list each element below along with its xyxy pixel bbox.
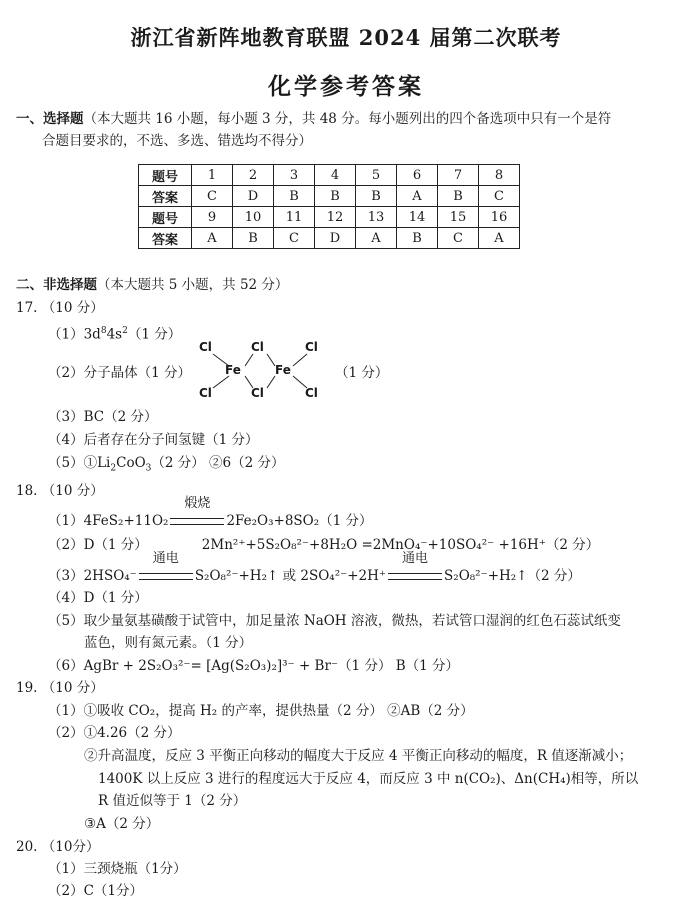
q19-part2-b3: R 值近似等于 1（2 分） bbox=[98, 793, 247, 809]
section2-intro bbox=[16, 276, 288, 294]
table-cell: 2 bbox=[233, 165, 274, 186]
section2-heading: 二、非选择题 bbox=[16, 277, 97, 293]
table-cell: A bbox=[192, 228, 233, 249]
table-cell: B bbox=[315, 186, 356, 207]
table-cell: 12 bbox=[315, 207, 356, 228]
q19-part2-b2: 1400K 以上反应 3 进行的程度远大于反应 4，而反应 3 中 n(CO₂)、Δn(CH₄)相等，所以 bbox=[98, 771, 639, 787]
answer-key-title: 化学参考答案 bbox=[268, 73, 424, 100]
table-cell: 5 bbox=[356, 165, 397, 186]
table-row bbox=[139, 186, 520, 207]
table-header-cell: 答案 bbox=[139, 228, 192, 249]
q20-part1: （1）三颈烧瓶（1分） bbox=[48, 861, 187, 877]
table-header-cell: 答案 bbox=[139, 186, 192, 207]
q18-part2 bbox=[48, 536, 599, 554]
table-cell: 3 bbox=[274, 165, 315, 186]
q17-part1-score: （1 分） bbox=[127, 326, 182, 343]
table-cell: 1 bbox=[192, 165, 233, 186]
cl-atom: Cl bbox=[305, 340, 318, 354]
q20-heading: 20. （10分） bbox=[16, 839, 100, 855]
answer-table bbox=[138, 164, 520, 249]
subscript: 2 bbox=[110, 463, 117, 474]
q17-part5-score: （2 分） ②6（2 分） bbox=[151, 455, 285, 471]
superscript: 2 bbox=[122, 326, 128, 336]
table-cell: A bbox=[397, 186, 438, 207]
table-cell: 13 bbox=[356, 207, 397, 228]
q19-part2-c: ③A（2 分） bbox=[84, 816, 160, 832]
reaction-condition: 通电 bbox=[152, 551, 179, 566]
section1-desc: （本大题共 16 小题，每小题 3 分，共 48 分。每小题列出的四个备选项中只有一个是符 bbox=[83, 111, 612, 127]
q18-part6: （6）AgBr + 2S₂O₃²⁻= [Ag(S₂O₃)₂]³⁻ + Br⁻（1 分） B（1 分） bbox=[48, 658, 460, 674]
q18-part1-products: 2Fe₂O₃+8SO₂（1 分） bbox=[226, 513, 373, 529]
q18-part1 bbox=[48, 496, 373, 530]
q18-part1-reactants: （1）4FeS₂+11O₂ bbox=[48, 513, 169, 529]
table-cell: B bbox=[438, 186, 479, 207]
table-row bbox=[139, 228, 520, 249]
q18-part4: （4）D（1 分） bbox=[48, 590, 148, 606]
table-cell: 4 bbox=[315, 165, 356, 186]
section2-desc: （本大题共 5 小题，共 52 分） bbox=[97, 277, 289, 293]
fe2cl6-structure bbox=[195, 340, 335, 402]
q18-part2-equation: 2Mn²⁺+5S₂O₈²⁻+8H₂O =2MnO₄⁻+10SO₄²⁻ +16H⁺（2 分） bbox=[201, 537, 600, 553]
q18-part3-text: （3）2HSO₄⁻ bbox=[48, 568, 137, 584]
q17-heading: 17. （10 分） bbox=[16, 300, 104, 316]
table-cell: 14 bbox=[397, 207, 438, 228]
reaction-condition: 煅烧 bbox=[184, 496, 211, 511]
cl-atom: Cl bbox=[251, 386, 264, 400]
cl-atom: Cl bbox=[305, 386, 318, 400]
table-cell: B bbox=[233, 228, 274, 249]
table-cell: A bbox=[479, 228, 520, 249]
subscript: 3 bbox=[145, 463, 152, 474]
table-cell: 8 bbox=[479, 165, 520, 186]
q17-part2: （2）分子晶体（1 分） bbox=[48, 365, 191, 381]
q18-part3 bbox=[48, 551, 581, 585]
table-cell: 7 bbox=[438, 165, 479, 186]
table-cell: C bbox=[274, 228, 315, 249]
table-cell: B bbox=[274, 186, 315, 207]
table-cell: 9 bbox=[192, 207, 233, 228]
q19-part1: （1）①吸收 CO₂，提高 H₂ 的产率，提供热量（2 分） ②AB（2 分） bbox=[48, 703, 474, 719]
cl-atom: Cl bbox=[199, 340, 212, 354]
table-cell: 10 bbox=[233, 207, 274, 228]
q17-part5 bbox=[48, 454, 285, 478]
table-header-cell: 题号 bbox=[139, 165, 192, 186]
table-row bbox=[139, 207, 520, 228]
q18-part3-text: S₂O₈²⁻+H₂↑（2 分） bbox=[444, 568, 581, 584]
q18-part5-cont: 蓝色，则有氮元素。（1 分） bbox=[84, 635, 253, 651]
reaction-condition: 通电 bbox=[402, 551, 429, 566]
fe-atom: Fe bbox=[275, 363, 291, 377]
cl-atom: Cl bbox=[251, 340, 264, 354]
table-row bbox=[139, 165, 520, 186]
q19-part2-b1: ②升高温度，反应 3 平衡正向移动的幅度大于反应 4 平衡正向移动的幅度，R 值逐渐减小； bbox=[84, 748, 633, 764]
q17-part1-text: （1）3d bbox=[48, 326, 101, 343]
q19-heading: 19. （10 分） bbox=[16, 680, 104, 696]
table-cell: B bbox=[356, 186, 397, 207]
q17-part1 bbox=[48, 322, 181, 344]
exam-title: 浙江省新阵地教育联盟 2024 届第二次联考 bbox=[130, 25, 562, 50]
reaction-arrow bbox=[388, 551, 442, 585]
q17-part1-text: 4s bbox=[106, 326, 123, 343]
cl-atom: Cl bbox=[199, 386, 212, 400]
table-cell: D bbox=[233, 186, 274, 207]
table-cell: C bbox=[479, 186, 520, 207]
table-cell: 15 bbox=[438, 207, 479, 228]
reaction-arrow bbox=[139, 551, 193, 585]
q17-part2-score: （1 分） bbox=[335, 365, 389, 381]
q20-part2: （2）C（1分） bbox=[48, 883, 144, 899]
table-cell: B bbox=[397, 228, 438, 249]
q17-part3: （3）BC（2 分） bbox=[48, 409, 158, 425]
q17-part5-text: （5）①Li bbox=[48, 455, 111, 471]
fe-atom: Fe bbox=[225, 363, 241, 377]
table-header-cell: 题号 bbox=[139, 207, 192, 228]
q17-part5-text: CoO bbox=[116, 455, 146, 471]
superscript: 8 bbox=[100, 326, 107, 336]
q18-part2-answer: （2）D（1 分） bbox=[48, 537, 148, 553]
q18-part5: （5）取少量氨基磺酸于试管中，加足量浓 NaOH 溶液，微热，若试管口湿润的红色石蕊试纸变 bbox=[48, 613, 621, 629]
section1-intro bbox=[16, 110, 611, 128]
table-cell: C bbox=[438, 228, 479, 249]
reaction-arrow bbox=[170, 496, 224, 530]
table-cell: D bbox=[315, 228, 356, 249]
section1-heading: 一、选择题 bbox=[16, 111, 84, 127]
section1-desc-2: 合题目要求的，不选、多选、错选均不得分） bbox=[42, 133, 312, 149]
table-cell: C bbox=[192, 186, 233, 207]
q18-part3-text: S₂O₈²⁻+H₂↑ 或 2SO₄²⁻+2H⁺ bbox=[194, 568, 387, 584]
table-cell: 11 bbox=[274, 207, 315, 228]
q18-heading: 18. （10 分） bbox=[16, 483, 104, 499]
q19-part2: （2）①4.26（2 分） bbox=[48, 725, 181, 741]
table-cell: A bbox=[356, 228, 397, 249]
q17-part4: （4）后者存在分子间氢键（1 分） bbox=[48, 432, 259, 448]
table-cell: 6 bbox=[397, 165, 438, 186]
table-cell: 16 bbox=[479, 207, 520, 228]
